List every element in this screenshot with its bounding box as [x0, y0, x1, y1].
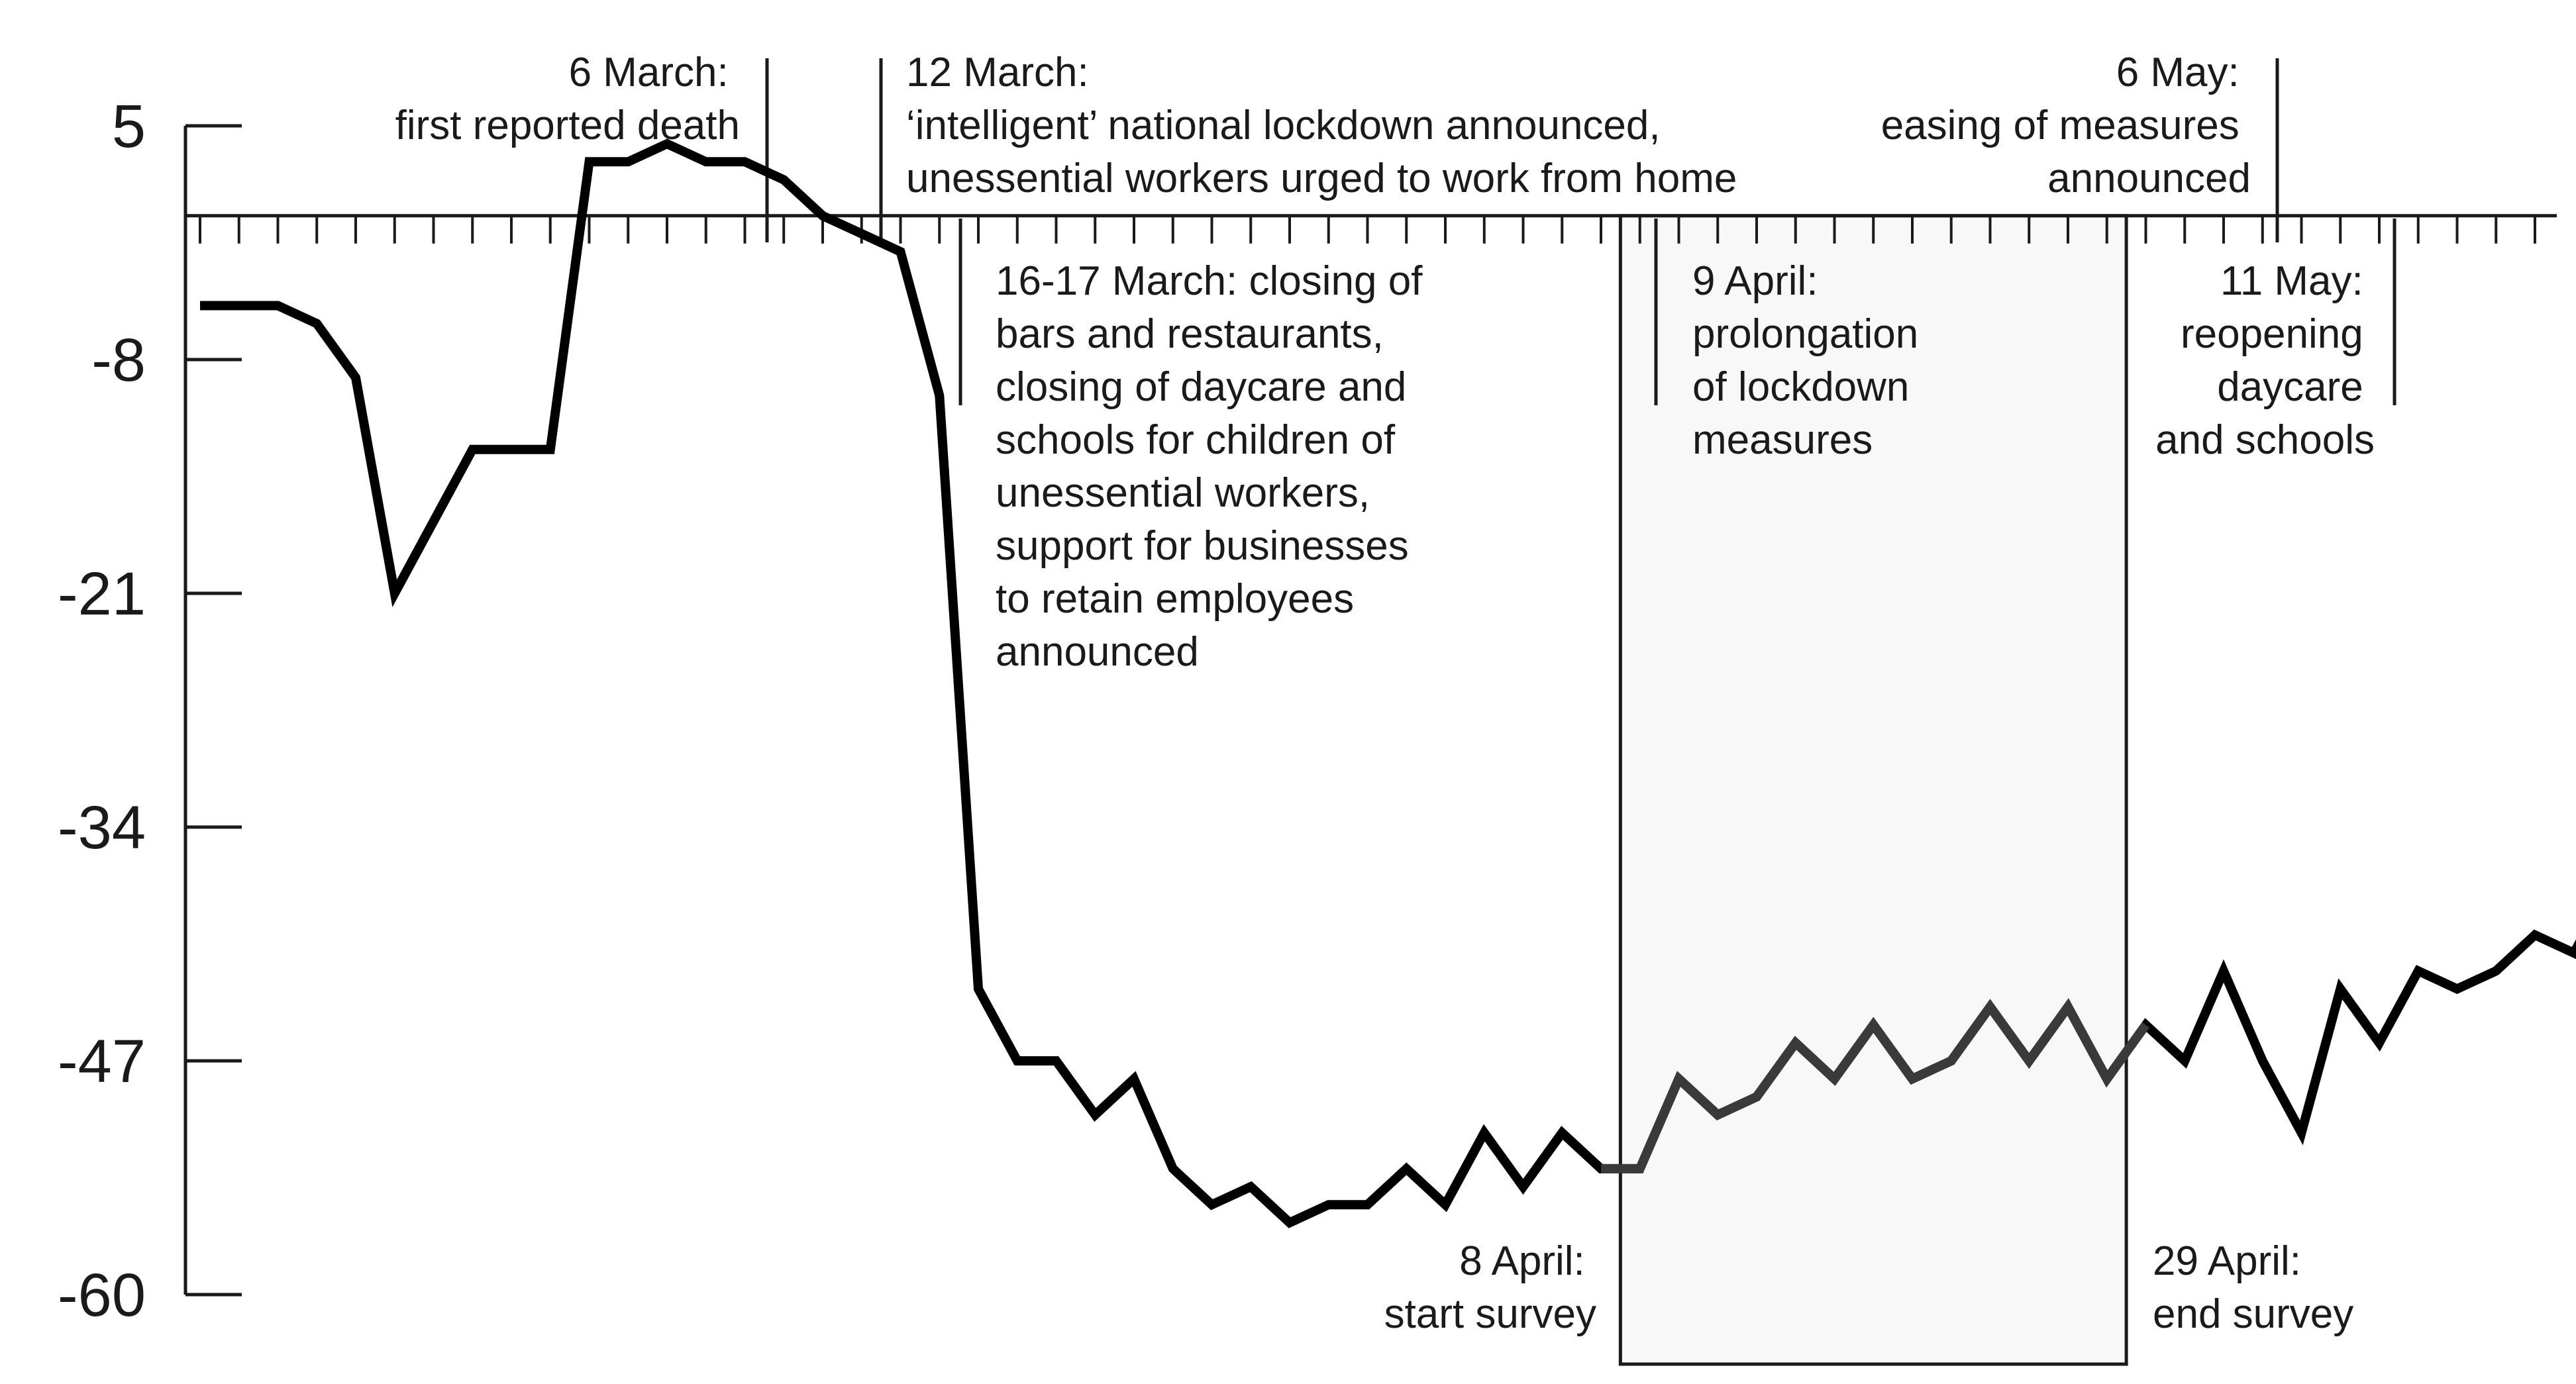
- y-tick-label: -21: [58, 560, 146, 628]
- y-tick-label: -47: [58, 1028, 146, 1095]
- data-point: [1404, 1167, 1408, 1171]
- annotation-29-april: 29 April: end survey: [2153, 1238, 2354, 1337]
- data-point: [743, 160, 747, 164]
- data-point: [1560, 1131, 1564, 1135]
- annotation-16-17-march: 16-17 March: closing of bars and restaurants, closing of daycare and schools for children of unessential workers, support for businesses to retain employees announced: [996, 258, 1423, 675]
- series-group: [198, 142, 2576, 1224]
- data-point: [1910, 1077, 1914, 1081]
- series-line: [200, 144, 2576, 1222]
- data-point: [2377, 1041, 2381, 1045]
- data-point: [2222, 969, 2226, 973]
- data-point: [626, 160, 630, 164]
- y-tick-label: 5: [111, 93, 146, 160]
- data-point: [2144, 1023, 2148, 1027]
- annotation-6-may: 6 May: easing of measures announced: [1880, 50, 2251, 201]
- data-point: [937, 393, 941, 397]
- data-point: [2105, 1077, 2109, 1081]
- data-point: [1249, 1185, 1253, 1189]
- data-point: [1988, 1005, 1992, 1009]
- data-point: [393, 591, 397, 595]
- y-tick-label: -8: [91, 326, 146, 394]
- data-point: [1327, 1203, 1331, 1207]
- data-point: [1055, 1059, 1058, 1063]
- data-point: [2572, 951, 2576, 955]
- data-point: [1949, 1059, 1953, 1063]
- data-point: [1210, 1203, 1214, 1207]
- data-point: [1794, 1041, 1798, 1045]
- data-point: [821, 214, 825, 218]
- data-point: [1871, 1023, 1875, 1027]
- annotation-8-april: 8 April: start survey: [1384, 1238, 1596, 1337]
- data-point: [1521, 1185, 1525, 1189]
- data-point: [2300, 1131, 2304, 1135]
- annotation-11-may: 11 May: reopening daycare and schools: [2155, 258, 2375, 463]
- data-point: [2494, 969, 2498, 973]
- data-point: [354, 375, 358, 379]
- annotation-12-march: 12 March: ‘intelligent’ national lockdown announced, unessential workers urged to work from home: [906, 50, 1737, 201]
- data-point: [2261, 1059, 2265, 1063]
- data-point: [588, 160, 592, 164]
- data-point: [1599, 1167, 1603, 1171]
- y-tick-labels: [58, 93, 146, 1329]
- data-point: [2533, 933, 2537, 937]
- data-point: [2066, 1005, 2070, 1009]
- data-point: [198, 304, 202, 308]
- data-point: [976, 987, 980, 991]
- data-point: [1833, 1077, 1837, 1081]
- data-point: [432, 519, 436, 523]
- data-point: [2338, 987, 2342, 991]
- data-point: [237, 304, 241, 308]
- data-point: [1366, 1203, 1370, 1207]
- data-point: [899, 250, 903, 254]
- data-point: [1677, 1077, 1681, 1081]
- data-point: [315, 322, 319, 326]
- data-point: [1482, 1131, 1486, 1135]
- data-point: [276, 304, 280, 308]
- annotation-9-april: 9 April: prolongation of lockdown measures: [1692, 258, 1919, 463]
- y-tick-label: -60: [58, 1261, 146, 1329]
- data-point: [2183, 1059, 2187, 1063]
- data-point: [860, 232, 864, 236]
- data-point: [1132, 1077, 1136, 1081]
- data-point: [1171, 1167, 1175, 1171]
- data-point: [782, 177, 786, 181]
- x-tick-marks: [200, 216, 2535, 244]
- data-point: [2455, 987, 2459, 991]
- y-tick-label: -34: [58, 794, 146, 862]
- data-point: [1443, 1203, 1447, 1207]
- data-point: [1015, 1059, 1019, 1063]
- annotation-6-march: 6 March: first reported death: [395, 50, 740, 148]
- data-point: [2416, 969, 2420, 973]
- data-point: [470, 448, 474, 452]
- data-point: [1093, 1112, 1097, 1116]
- data-point: [2027, 1059, 2031, 1063]
- data-point: [704, 160, 708, 164]
- data-point: [1755, 1095, 1759, 1099]
- data-point: [1288, 1220, 1292, 1224]
- data-point: [548, 448, 552, 452]
- data-point: [1716, 1112, 1720, 1116]
- data-point: [509, 448, 513, 452]
- data-point: [1638, 1167, 1642, 1171]
